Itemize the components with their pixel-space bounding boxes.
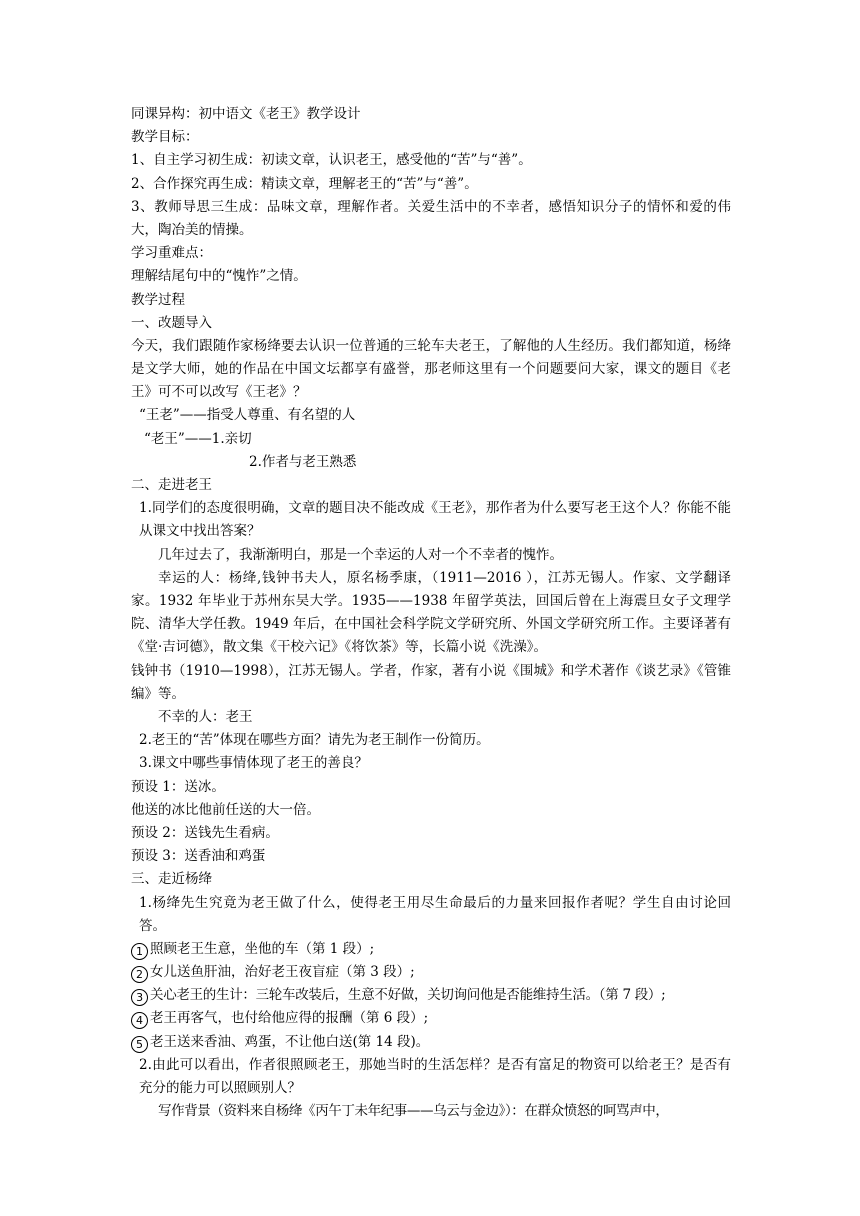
- paragraph: 幸运的人：杨绛,钱钟书夫人，原名杨季康，（1911—2016 ），江苏无锡人。作家、文学翻译家。1932 年毕业于苏州东吴大学。1935——1938 年留学英法，回国后曾在上海震旦女子文理学院、清华大学任教。1949 年后，在中国社会科学院文学研究所、外国文学研究所工作。主要译著有《堂·吉诃德》，散文集《干校六记》《将饮茶》等，长篇小说《洗澡》。: [131, 569, 731, 656]
- paragraph: “王老”——指受人尊重、有名望的人: [139, 407, 356, 424]
- circled-number: 1: [131, 943, 148, 960]
- list-item: [131, 961, 731, 984]
- paragraph: 不幸的人：老王: [158, 709, 253, 725]
- preset: 预设 1：送冰。: [131, 778, 225, 795]
- question: 1.杨绛先生究竟为老王做了什么，使得老王用尽生命最后的力量来回报作者呢？学生自由讨论回答。: [139, 894, 731, 934]
- objective-item: 1、自主学习初生成：初读文章，认识老王，感受他的“苦”与“善”。: [131, 152, 532, 169]
- list-item: [131, 1007, 731, 1030]
- section-heading: 一、改题导入: [131, 314, 212, 331]
- objective-item: 2、合作探究再生成：精读文章，理解老王的“苦”与“善”。: [131, 175, 478, 192]
- key-points-heading: 学习重难点：: [131, 245, 212, 262]
- question: 3.课文中哪些事情体现了老王的善良？: [139, 755, 368, 772]
- circled-number: 5: [131, 1036, 148, 1053]
- preset: 预设 3：送香油和鸡蛋: [131, 848, 266, 865]
- circled-number: 4: [131, 1012, 148, 1029]
- preset-detail: 他送的冰比他前任送的大一倍。: [131, 801, 320, 818]
- process-heading: 教学过程: [131, 291, 185, 308]
- circled-number: 2: [131, 966, 148, 983]
- question: 2.老王的“苦”体现在哪些方面？请先为老王制作一份简历。: [139, 732, 490, 749]
- question: 1.同学们的态度很明确，文章的题目决不能改成《王老》，那作者为什么要写老王这个人？你能不能从课文中找出答案？: [139, 500, 731, 540]
- preset: 预设 2：送钱先生看病。: [131, 824, 279, 841]
- list-item: [131, 938, 731, 961]
- list-item-text: 老王再客气，也付给他应得的报酬（第 6 段）;: [150, 1010, 429, 1027]
- paragraph: “老王”——1.亲切: [144, 430, 252, 447]
- section-heading: 二、走进老王: [131, 477, 212, 494]
- list-item-text: 女儿送鱼肝油，治好老王夜盲症（第 3 段）;: [150, 964, 415, 981]
- paragraph: 今天，我们跟随作家杨绛要去认识一位普通的三轮车夫老王，了解他的人生经历。我们都知道，杨绛是文学大师，她的作品在中国文坛都享有盛誉，那老师这里有一个问题要问大家，课文的题目《老王》可不可以改写《王老》？: [131, 337, 731, 401]
- document-page: [131, 103, 731, 1123]
- circled-number: 3: [131, 989, 148, 1006]
- document-title: 同课异构：初中语文《老王》教学设计: [131, 106, 361, 122]
- key-points-text: 理解结尾句中的“愧怍”之情。: [131, 268, 307, 285]
- list-item-text: 照顾老王生意，坐他的车（第 1 段）;: [150, 940, 375, 957]
- list-item: [131, 984, 731, 1007]
- paragraph: 钱钟书（1910—1998），江苏无锡人。学者，作家，著有小说《围城》和学术著作《谈艺录》《管锥编》等。: [131, 662, 731, 702]
- list-item: [131, 1031, 731, 1054]
- list-item-text: 老王送来香油、鸡蛋，不让他白送(第 14 段)。: [150, 1033, 430, 1050]
- objective-item: 3、教师导思三生成：品味文章，理解作者。关爱生活中的不幸者，感悟知识分子的情怀和爱的伟大，陶冶美的情操。: [131, 198, 731, 238]
- objectives-heading: 教学目标：: [131, 129, 199, 146]
- quote: 几年过去了，我渐渐明白，那是一个幸运的人对一个不幸者的愧怍。: [158, 546, 563, 563]
- paragraph: 2.作者与老王熟悉: [249, 453, 357, 470]
- paragraph: 写作背景（资料来自杨绛《丙午丁未年纪事——乌云与金边》）：在群众愤怒的呵骂声中，: [158, 1103, 669, 1120]
- list-item-text: 关心老王的生计：三轮车改装后，生意不好做，关切询问他是否能维持生活。（第 7 段）;: [150, 987, 666, 1004]
- question: 2.由此可以看出，作者很照顾老王，那她当时的生活怎样？是否有富足的物资可以给老王？是否有充分的能力可以照顾别人？: [139, 1056, 731, 1097]
- section-heading: 三、走近杨绛: [131, 871, 212, 888]
